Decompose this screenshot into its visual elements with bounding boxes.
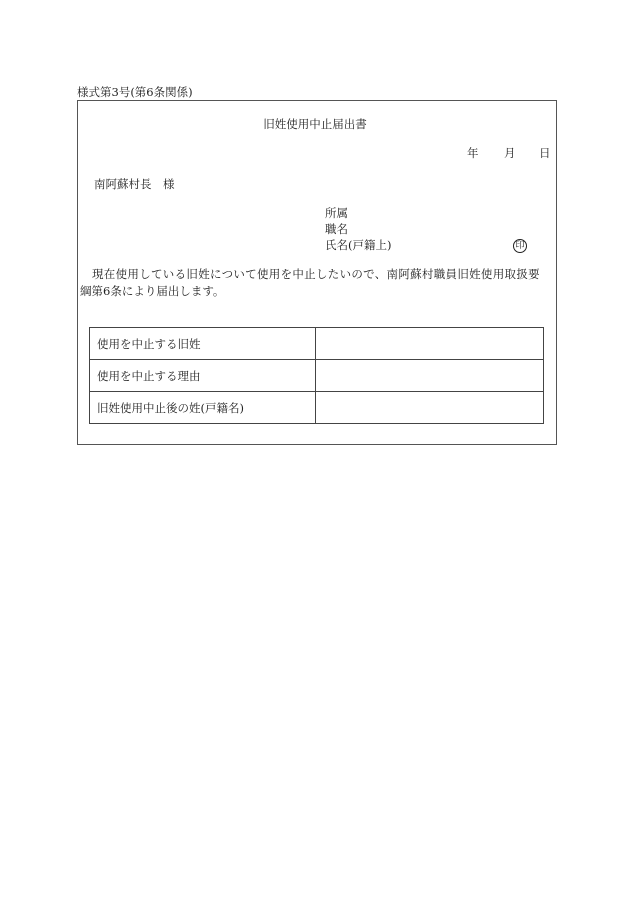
row-value-field[interactable]	[316, 328, 544, 360]
body-line-1: 現在使用している旧姓について使用を中止したいので、南阿蘇村職員旧姓使用取扱要	[92, 267, 540, 281]
document-title: 旧姓使用中止届出書	[263, 117, 367, 131]
date-day: 日	[539, 146, 551, 160]
table-row	[90, 360, 544, 392]
row-label: 使用を中止する旧姓	[90, 328, 316, 360]
addressee: 南阿蘇村長 様	[94, 177, 175, 191]
details-table	[89, 327, 544, 424]
position-label: 職名	[325, 222, 348, 236]
form-number: 様式第3号(第6条関係)	[77, 85, 193, 99]
row-value-field[interactable]	[316, 360, 544, 392]
date-month: 月	[504, 146, 516, 160]
row-label: 使用を中止する理由	[90, 360, 316, 392]
name-label: 氏名(戸籍上)	[325, 238, 392, 252]
table-row	[90, 328, 544, 360]
date-year: 年	[467, 146, 479, 160]
affiliation-label: 所属	[325, 206, 348, 220]
table-row	[90, 392, 544, 424]
row-value-field[interactable]	[316, 392, 544, 424]
row-label: 旧姓使用中止後の姓(戸籍名)	[90, 392, 316, 424]
seal-icon: 印	[513, 239, 527, 253]
body-line-2: 綱第6条により届出します。	[80, 284, 225, 298]
